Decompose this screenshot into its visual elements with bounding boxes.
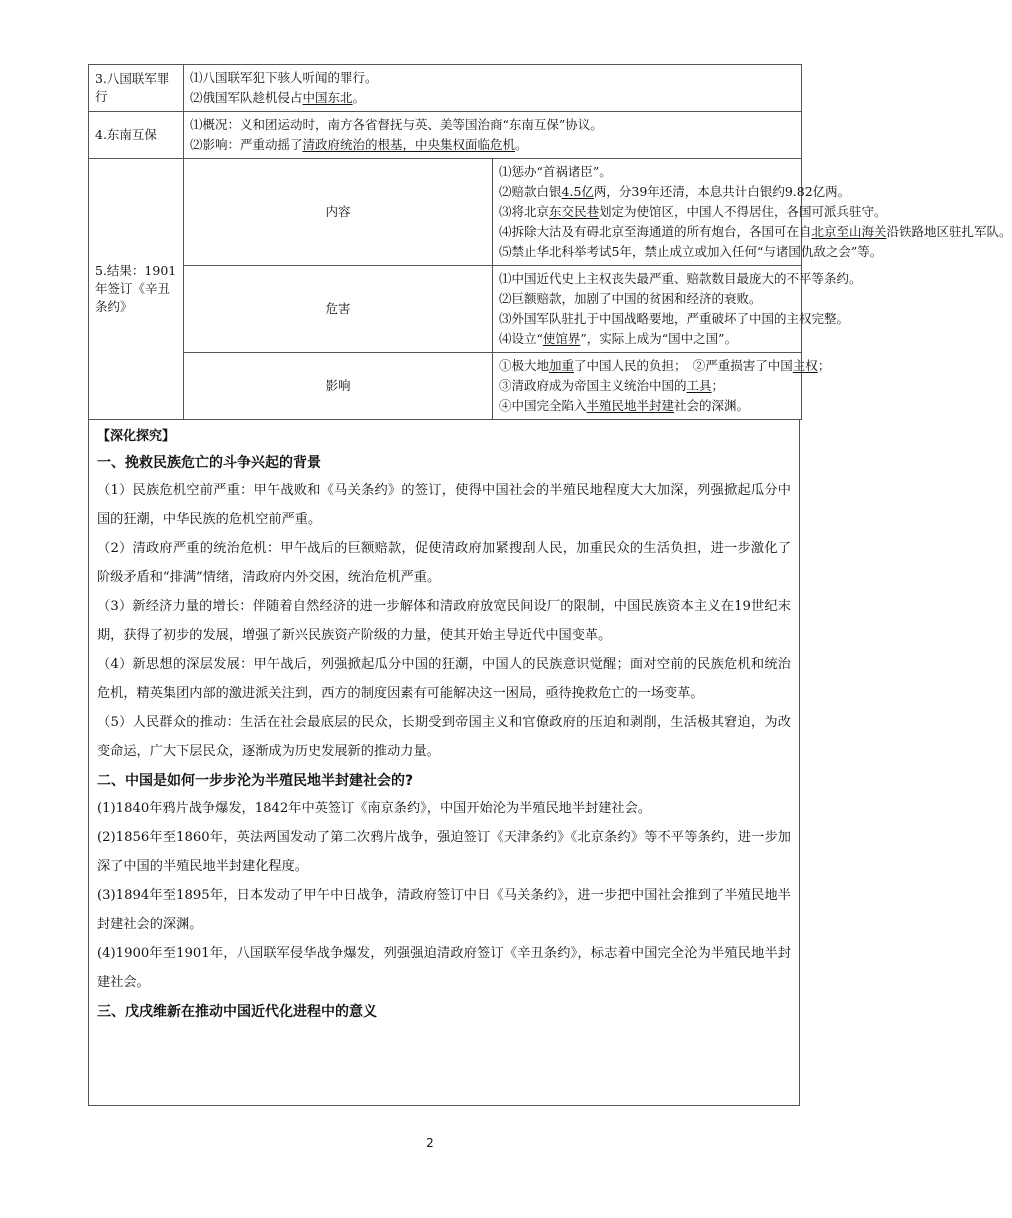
text-segment: 沿铁路地区驻扎军队。: [886, 224, 1012, 239]
section-heading: 一、挽救民族危亡的斗争兴起的背景: [97, 455, 321, 471]
table-row: [89, 353, 802, 420]
sub-label: 内容: [184, 159, 493, 266]
row-label: 3.八国联军罪行: [89, 65, 184, 112]
text-line: [499, 202, 887, 222]
text-segment: ⑶将北京: [499, 204, 550, 219]
text-line: [499, 222, 1012, 242]
paragraph: （3）新经济力量的增长：伴随着自然经济的进一步解体和清政府放宽民间设厂的限制，中国民族资本主义在19世纪末期，获得了初步的发展，增强了新兴民族资产阶级的力量，使其开始主导近代中国变革。: [97, 599, 791, 643]
text-segment: 了中国人民的负担； ②严重损害了中国: [574, 358, 793, 373]
paragraph: （4）新思想的深层发展：甲午战后，列强掀起瓜分中国的狂潮，中国人的民族意识觉醒；面对空前的民族危机和统治危机，精英集团内部的激进派关注到，西方的制度因素有可能解决这一困局，亟待挽救危亡的一场变革。: [97, 657, 791, 701]
underlined-text: 中国东北: [302, 90, 353, 105]
page-number: 2: [426, 1136, 434, 1150]
text-segment: ④中国完全陷入: [499, 398, 587, 413]
text-segment: ⑵赔款白银: [499, 184, 562, 199]
table-row: [89, 266, 802, 353]
text-segment: ⑸禁止华北科举考试5年，禁止成立或加入任何“与诸国仇敌之会”等。: [499, 244, 883, 259]
sub-content: [493, 266, 862, 353]
text-segment: ⑵巨额赔款，加剧了中国的贫困和经济的衰败。: [499, 291, 762, 306]
text-line: [499, 162, 795, 182]
section-heading: 二、中国是如何一步步沦为半殖民地半封建社会的?: [97, 773, 414, 789]
row-label: 4.东南互保: [89, 112, 184, 159]
text-segment: 。: [352, 90, 366, 105]
text-segment: ⑶外国军队驻扎于中国战略要地，严重破坏了中国的主权完整。: [499, 311, 850, 326]
document-page: [88, 64, 1012, 1106]
paragraph: （2）清政府严重的统治危机：甲午战后的巨额赔款，促使清政府加紧搜刮人民，加重民众的生活负担，进一步激化了阶级矛盾和“排满”情绪，清政府内外交困，统治危机严重。: [97, 541, 791, 585]
text-segment: ；: [817, 358, 831, 373]
text-line: [499, 329, 795, 349]
text-segment: ⑷设立“: [499, 331, 543, 346]
text-segment: 。: [515, 137, 528, 152]
table-row: [89, 159, 802, 266]
text-segment: ③清政府成为帝国主义统治中国的: [499, 378, 687, 393]
text-segment: ⑴概况：义和团运动时，南方各省督抚与英、美等国治商“东南互保”协议。: [190, 117, 603, 132]
underlined-text: 主权: [792, 358, 818, 373]
sub-label: 影响: [184, 353, 493, 420]
sub-label: 危害: [184, 266, 493, 353]
paragraph: (3)1894年至1895年，日本发动了甲午中日战争，清政府签订中日《马关条约》，进一步把中国社会推到了半殖民地半封建社会的深渊。: [97, 888, 791, 932]
text-line: [190, 135, 795, 155]
paragraph: (4)1900年至1901年，八国联军侵华战争爆发，列强强迫清政府签订《辛丑条约》，标志着中国完全沦为半殖民地半封建社会。: [97, 946, 791, 990]
paragraph: （5）人民群众的推动：生活在社会最底层的民众，长期受到帝国主义和官僚政府的压迫和剥削，生活极其窘迫，为改变命运，广大下层民众，逐渐成为历史发展新的推动力量。: [97, 715, 791, 759]
text-line: [499, 242, 883, 262]
sub-content: [493, 353, 831, 420]
explore-box: [88, 420, 800, 1106]
text-line: [499, 309, 850, 329]
underlined-text: 使馆界: [542, 331, 581, 346]
text-line: [499, 289, 795, 309]
paragraph: (1)1840年鸦片战争爆发，1842年中英签订《南京条约》，中国开始沦为半殖民地半封建社会。: [97, 801, 651, 816]
explore-sections: [97, 450, 791, 1025]
underlined-text: 清政府统治的根基，中央集权面临危机: [302, 137, 516, 152]
section-heading: 三、戊戌维新在推动中国近代化进程中的意义: [97, 1004, 377, 1020]
table-row: [89, 65, 802, 112]
text-segment: 两，分39年还清，本息共计白银约9.82亿两。: [593, 184, 851, 199]
text-segment: ⑷拆除大沽及有碍北京至海通道的所有炮台，各国可在自: [499, 224, 812, 239]
text-segment: 社会的深渊。: [674, 398, 750, 413]
underlined-text: 半殖民地半封建: [586, 398, 675, 413]
underlined-text: 东交民巷: [549, 204, 600, 219]
underlined-text: 工具: [686, 378, 712, 393]
paragraph: (2)1856年至1860年，英法两国发动了第二次鸦片战争，强迫签订《天津条约》《北京条约》等不平等条约，进一步加深了中国的半殖民地半封建化程度。: [97, 830, 791, 874]
text-segment: ⑴惩办“首祸诸臣”。: [499, 164, 612, 179]
text-segment: ①极大地: [499, 358, 550, 373]
table-row: [89, 112, 802, 159]
text-segment: ⑴中国近代史上主权丧失最严重、赔款数目最庞大的不平等条约。: [499, 271, 862, 286]
underlined-text: 加重: [549, 358, 575, 373]
underlined-text: 北京至山海关: [811, 224, 887, 239]
text-line: [190, 88, 795, 108]
text-segment: ；: [711, 378, 725, 393]
sub-content: [493, 159, 1012, 266]
underlined-text: 4.5亿: [561, 184, 594, 199]
row-content: [184, 112, 802, 159]
summary-table: [88, 64, 1012, 420]
text-line: [499, 356, 831, 376]
text-line: [499, 396, 795, 416]
explore-label: 【深化探究】: [97, 429, 176, 444]
text-line: [499, 376, 795, 396]
text-line: [190, 115, 795, 135]
text-segment: ⑵影响：严重动摇了: [190, 137, 303, 152]
row-label: 5.结果：1901年签订《辛丑条约》: [89, 159, 184, 420]
row-content: [184, 65, 802, 112]
text-segment: 划定为使馆区，中国人不得居住，各国可派兵驻守。: [599, 204, 887, 219]
text-segment: ”，实际上成为“国中之国”。: [580, 331, 738, 346]
text-line: [190, 68, 795, 88]
text-line: [499, 269, 862, 289]
text-segment: ⑴八国联军犯下骇人听闻的罪行。: [190, 70, 378, 85]
paragraph: （1）民族危机空前严重：甲午战败和《马关条约》的签订，使得中国社会的半殖民地程度大大加深，列强掀起瓜分中国的狂潮，中华民族的危机空前严重。: [97, 483, 791, 527]
text-segment: ⑵俄国军队趁机侵占: [190, 90, 303, 105]
text-line: [499, 182, 851, 202]
